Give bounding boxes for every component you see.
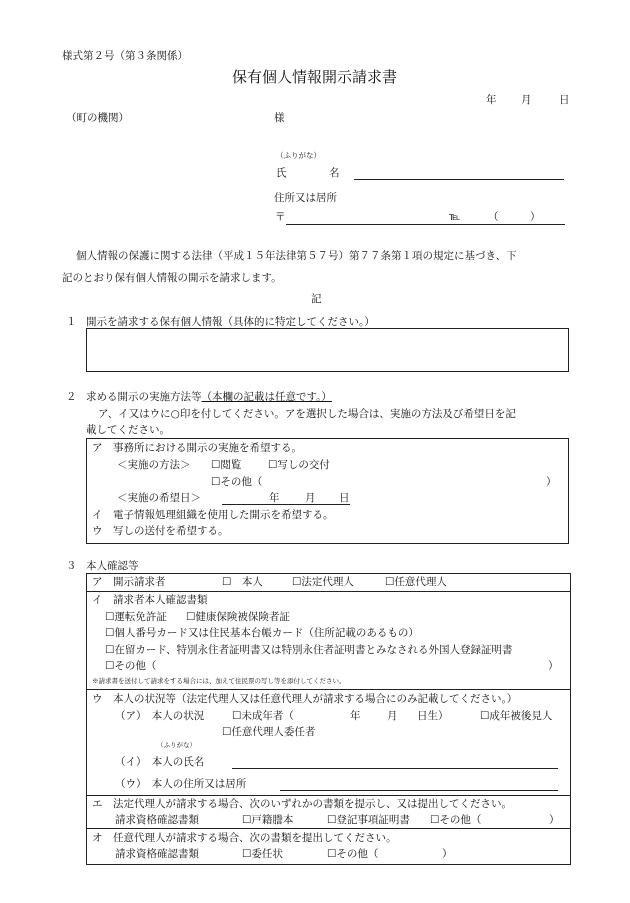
intro-line-1: 個人情報の保護に関する法律（平成１５年法律第５７号）第７７条第１項の規定に基づき、下 <box>76 250 517 262</box>
name-field-line[interactable] <box>354 179 564 180</box>
furigana-label: （ふりがな） <box>276 151 321 160</box>
principal-address-line[interactable] <box>280 790 558 791</box>
legal-agent-qualification-label: 請求資格確認書類 <box>115 814 199 826</box>
requester-self-checkbox[interactable]: ☐ 本人 <box>222 576 263 588</box>
principal-name-label: （イ） 本人の氏名 <box>115 756 205 768</box>
honorific: 様 <box>274 112 285 124</box>
legal-agent-other-checkbox[interactable]: ☐その他（ <box>430 814 482 826</box>
principal-name-furigana: （ふりがな） <box>157 741 196 749</box>
ki-heading: 記 <box>311 293 322 305</box>
legal-agent-docs-label: エ 法定代理人が請求する場合、次のいずれかの書類を提示し、又は提出してください。 <box>92 798 512 810</box>
desired-date-line[interactable] <box>222 504 350 505</box>
requester-legal-agent-checkbox[interactable]: ☐法定代理人 <box>292 576 354 588</box>
desired-date-year: 年 <box>269 492 280 504</box>
minor-checkbox[interactable]: ☐未成年者（ <box>232 710 294 722</box>
minor-birth-day: 日生） <box>417 710 449 722</box>
adult-ward-checkbox[interactable]: ☐成年被後見人 <box>480 710 553 722</box>
minor-birth-year: 年 <box>350 710 361 722</box>
section2-heading-note: （本欄の記載は任意です。） <box>201 391 332 403</box>
date-year-label: 年 <box>486 94 497 106</box>
voluntary-agent-docs-label: オ 任意代理人が請求する場合、次の書類を提出してください。 <box>92 832 397 844</box>
identity-other-checkbox[interactable]: ☐その他（ <box>105 660 157 672</box>
method-other-close-paren: ） <box>546 476 557 488</box>
requester-type-label: ア 開示請求者 <box>92 576 166 588</box>
name-label-first: 氏 <box>276 167 287 179</box>
date-month-label: 月 <box>521 94 532 106</box>
section1-input-box[interactable] <box>86 328 569 372</box>
section2-heading-text: 求める開示の実施方法等 <box>86 391 202 403</box>
section3-divider-a <box>86 591 570 592</box>
voluntary-agent-other-close-paren: ） <box>442 848 453 860</box>
principal-status-label: ウ 本人の状況等（法定代理人又は任意代理人が請求する場合にのみ記載してください。） <box>92 693 518 705</box>
method-copy-checkbox[interactable]: ☐写しの交付 <box>268 459 330 471</box>
mail-request-note: ※請求書を送付して請求をする場合には、加えて住民票の写し等を添付してください。 <box>92 677 346 685</box>
voluntary-principal-checkbox[interactable]: ☐任意代理人委任者 <box>222 726 316 738</box>
method-view-checkbox[interactable]: ☐閲覧 <box>211 459 242 471</box>
principal-name-line[interactable] <box>232 768 558 769</box>
section3-divider-u <box>86 795 570 796</box>
date-day-label: 日 <box>559 94 570 106</box>
method-label: ＜実施の方法＞ <box>117 459 191 471</box>
agency-label: （町の機関） <box>66 112 129 124</box>
desired-date-day: 日 <box>339 492 350 504</box>
residence-card-checkbox[interactable]: ☐在留カード、特別永住者証明書又は特別永住者証明書とみなされる外国人登録証明書 <box>105 644 513 656</box>
tel-paren: （ ） <box>488 211 541 223</box>
section3-divider-e <box>86 828 570 829</box>
section2-instruction-line1: ア、イ又はウに○印を付してください。アを選択した場合は、実施の方法及び希望日を記 <box>98 408 516 420</box>
name-label-second: 名 <box>329 167 340 179</box>
desired-date-label: ＜実施の希望日＞ <box>117 492 201 504</box>
address-label: 住所又は居所 <box>274 192 337 204</box>
principal-address-label: （ウ） 本人の住所又は居所 <box>115 778 247 790</box>
section3-divider-i <box>86 689 570 690</box>
address-field-line[interactable] <box>286 224 565 225</box>
my-number-card-checkbox[interactable]: ☐個人番号カード又は住民基本台帳カード（住所記載のあるもの） <box>105 627 419 639</box>
voluntary-agent-qualification-label: 請求資格確認書類 <box>115 848 199 860</box>
drivers-license-checkbox[interactable]: ☐運転免許証 <box>105 611 167 623</box>
registry-certificate-checkbox[interactable]: ☐登記事項証明書 <box>327 814 410 826</box>
method-other-checkbox[interactable]: ☐その他（ <box>211 476 263 488</box>
minor-birth-month: 月 <box>387 710 398 722</box>
principal-condition-label: （ア） 本人の状況 <box>115 710 205 722</box>
health-insurance-checkbox[interactable]: ☐健康保険被保険者証 <box>186 611 290 623</box>
intro-line-2: 記のとおり保有個人情報の開示を請求します。 <box>62 272 282 284</box>
identity-other-close-paren: ） <box>548 660 559 672</box>
section2-instruction-line2: 載してください。 <box>86 424 170 436</box>
section1-heading: 開示を請求する保有個人情報（具体的に特定してください。） <box>86 316 375 328</box>
tel-label: ℡ <box>449 211 461 223</box>
power-of-attorney-checkbox[interactable]: ☐委任状 <box>242 848 283 860</box>
section2-heading <box>86 391 332 404</box>
section3-heading: 本人確認等 <box>86 560 139 572</box>
form-number: 様式第２号（第３条関係） <box>62 50 188 62</box>
section3-number: ３ <box>66 560 77 572</box>
family-register-checkbox[interactable]: ☐戸籍謄本 <box>242 814 294 826</box>
section2-option-i[interactable]: イ 電子情報処理組織を使用した開示を希望する。 <box>92 509 334 521</box>
section2-number: ２ <box>66 391 77 403</box>
desired-date-month: 月 <box>305 492 316 504</box>
postal-mark: 〒 <box>275 211 286 223</box>
requester-voluntary-agent-checkbox[interactable]: ☐任意代理人 <box>385 576 447 588</box>
page-title: 保有個人情報開示請求書 <box>232 68 398 86</box>
identity-docs-label: イ 請求者本人確認書類 <box>92 594 208 606</box>
legal-agent-other-close-paren: ） <box>549 814 560 826</box>
voluntary-agent-other-checkbox[interactable]: ☐その他（ <box>327 848 379 860</box>
section1-number: １ <box>66 316 77 328</box>
section2-option-u[interactable]: ウ 写しの送付を希望する。 <box>92 525 229 537</box>
section2-option-a[interactable]: ア 事務所における開示の実施を希望する。 <box>92 442 302 454</box>
